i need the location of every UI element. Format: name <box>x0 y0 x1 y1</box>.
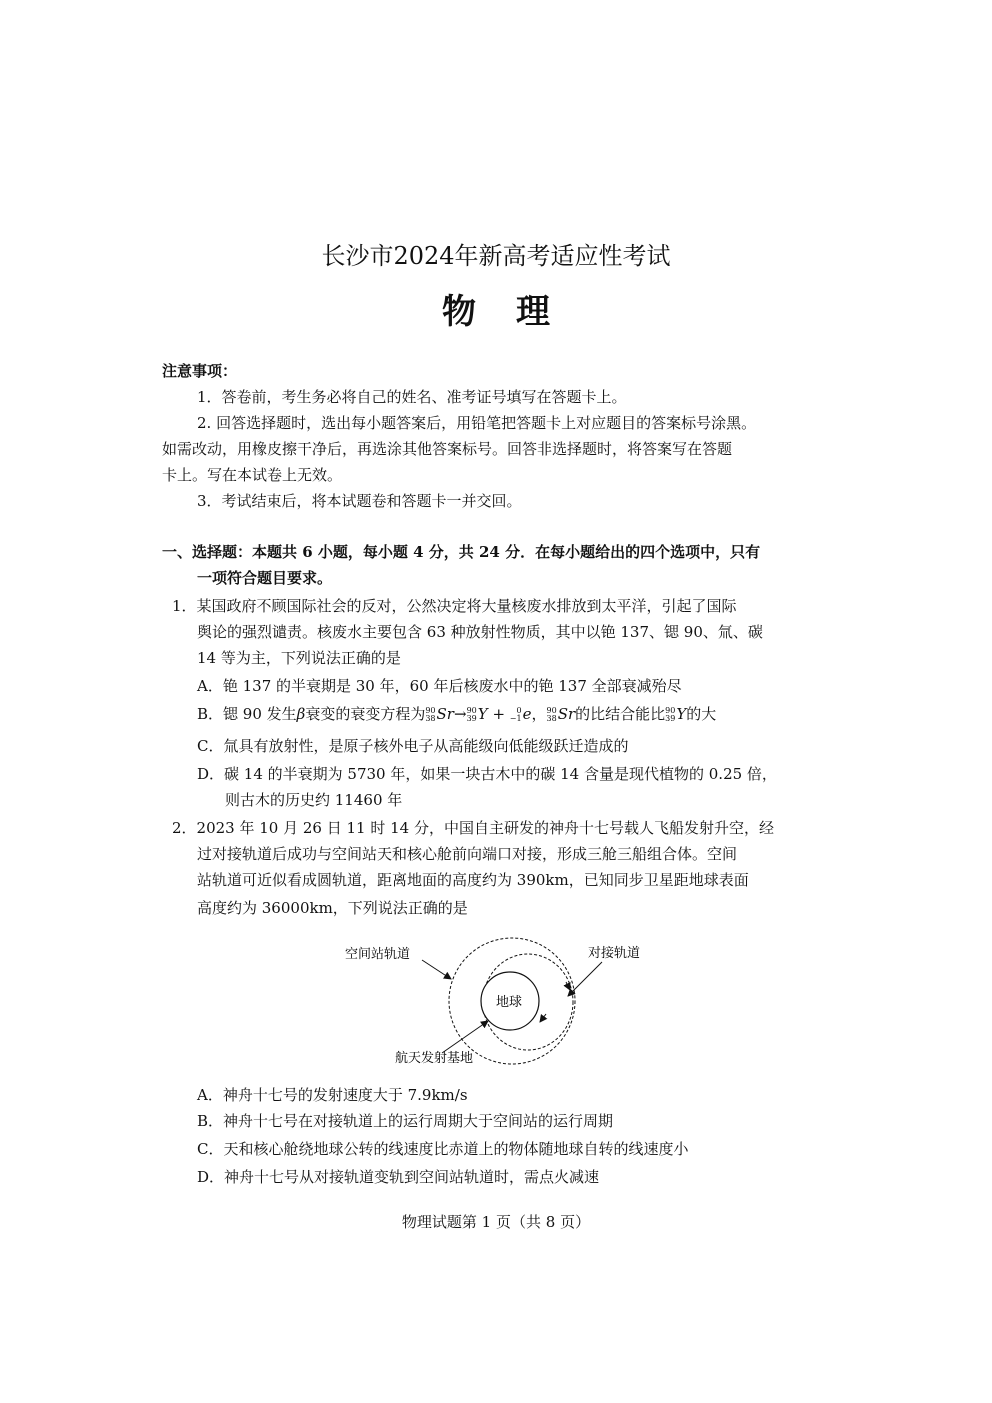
sr2-symbol: Sr <box>557 705 576 723</box>
exam-title: 长沙市2024年新高考适应性考试 <box>321 242 671 270</box>
q1-stem-3: 14 等为主，下列说法正确的是 <box>197 649 401 667</box>
beta-symbol: β <box>296 705 306 723</box>
plus-symbol: + <box>492 705 506 723</box>
q1-b-sep: ， <box>531 705 547 723</box>
subject-title: 物理 <box>442 292 590 332</box>
e-symbol: e <box>522 705 532 723</box>
q1-b-post: 的大 <box>686 705 717 723</box>
sr2-nuclide-index <box>547 707 557 723</box>
note-item-3: 3．考试结束后，将本试题卷和答题卡一并交回。 <box>197 492 522 510</box>
y2-symbol: Y <box>676 705 687 723</box>
section-heading: 一、选择题：本题共 6 小题，每小题 4 分，共 24 分．在每小题给出的四个选项中，只有 <box>162 543 761 561</box>
q1-stem-2: 舆论的强烈谴责。核废水主要包含 63 种放射性物质，其中以铯 137、锶 90、氚、碳 <box>197 623 763 641</box>
q2-option-b: B．神舟十七号在对接轨道上的运行周期大于空间站的运行周期 <box>197 1112 614 1130</box>
earth-label: 地球 <box>496 995 523 1010</box>
sr2-atomic-number: 38 <box>546 714 557 723</box>
y2-nuclide-index <box>665 707 675 723</box>
y2-atomic-number: 39 <box>665 714 676 723</box>
e-nuclide-index <box>510 707 522 723</box>
q1-option-b <box>197 703 716 724</box>
sr2-mass-number: 90 <box>546 706 557 715</box>
page-footer: 物理试题第 1 页（共 8 页） <box>401 1213 591 1231</box>
q1-b-pre: B．锶 90 发生 <box>197 705 297 723</box>
note-item-2-cont2: 卡上。写在本试卷上无效。 <box>162 466 343 484</box>
e-charge-number: −1 <box>509 714 522 723</box>
section-heading-cont: 一项符合题目要求。 <box>197 569 333 587</box>
sr-mass-number: 90 <box>425 706 436 715</box>
orbit-diagram <box>340 930 660 1080</box>
notes-heading: 注意事项： <box>162 362 238 380</box>
q2-stem-1: 2．2023 年 10 月 26 日 11 时 14 分，中国自主研发的神舟十七号载人飞船发射升空，经 <box>172 819 774 837</box>
q2-option-c: C．天和核心舱绕地球公转的线速度比赤道上的物体随地球自转的线速度小 <box>197 1140 689 1158</box>
q2-option-d: D．神舟十七号从对接轨道变轨到空间站轨道时，需点火减速 <box>197 1168 600 1186</box>
q1-option-a: A．铯 137 的半衰期是 30 年，60 年后核废水中的铯 137 全部衰减殆尽 <box>197 677 682 695</box>
q1-b-mid2: 的比结合能比 <box>575 705 666 723</box>
docking-orbit-label: 对接轨道 <box>588 946 641 961</box>
e-mass-number: 0 <box>516 706 522 715</box>
q1-stem-1: 1．某国政府不顾国际社会的反对，公然决定将大量核废水排放到太平洋，引起了国际 <box>172 597 737 615</box>
y-atomic-number: 39 <box>466 714 477 723</box>
docking-orbit-pointer <box>568 962 602 996</box>
q2-option-a: A．神舟十七号的发射速度大于 7.9km/s <box>197 1086 468 1104</box>
orbit-direction-arrow-2 <box>540 1014 546 1022</box>
q2-stem-3: 站轨道可近似看成圆轨道，距离地面的高度约为 390km，已知同步卫星距地球表面 <box>197 871 749 889</box>
q1-option-c: C．氚具有放射性，是原子核外电子从高能级向低能级跃迁造成的 <box>197 737 629 755</box>
q1-b-mid: 衰变的衰变方程为 <box>305 705 426 723</box>
launch-base-pointer <box>442 1021 488 1053</box>
sr-symbol: Sr <box>436 705 454 723</box>
arrow-symbol: → <box>453 705 467 723</box>
q2-stem-2: 过对接轨道后成功与空间站天和核心舱前向端口对接，形成三舱三船组合体。空间 <box>197 845 738 863</box>
sr-atomic-number: 38 <box>425 714 436 723</box>
note-item-2-cont: 如需改动，用橡皮擦干净后，再选涂其他答案标号。回答非选择题时，将答案写在答题 <box>162 440 733 458</box>
q1-option-d: D．碳 14 的半衰期为 5730 年，如果一块古木中的碳 14 含量是现代植物的 0.25 倍， <box>197 765 777 783</box>
note-item-2: 2. 回答选择题时，选出每小题答案后，用铅笔把答题卡上对应题目的答案标号涂黑。 <box>197 414 757 432</box>
sr-nuclide-index <box>425 707 435 723</box>
y-mass-number: 90 <box>466 706 477 715</box>
y-symbol: Y <box>477 705 488 723</box>
q1-option-d-cont: 则古木的历史约 11460 年 <box>225 791 403 809</box>
station-orbit-label: 空间站轨道 <box>345 947 411 962</box>
q2-stem-4: 高度约为 36000km，下列说法正确的是 <box>197 899 468 917</box>
launch-base-label: 航天发射基地 <box>395 1051 474 1066</box>
y-nuclide-index <box>467 707 477 723</box>
station-orbit-pointer <box>422 960 451 979</box>
note-item-1: 1．答卷前，考生务必将自己的姓名、准考证号填写在答题卡上。 <box>197 388 627 406</box>
y2-mass-number: 90 <box>665 706 676 715</box>
